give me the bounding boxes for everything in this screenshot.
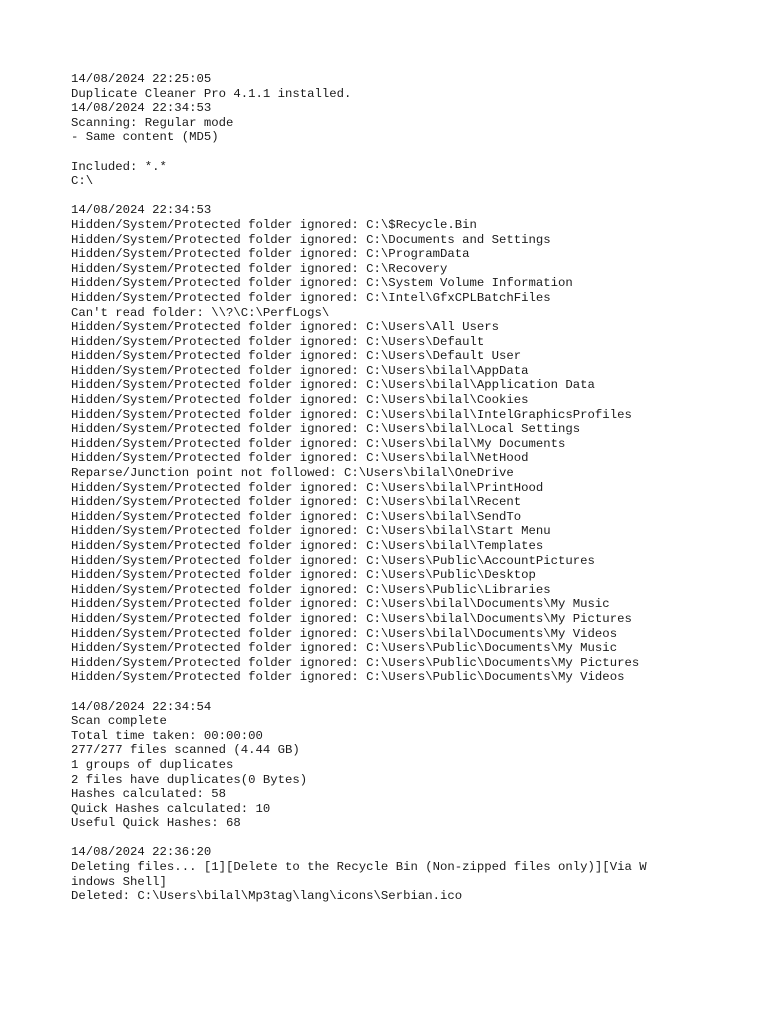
log-line: Hidden/System/Protected folder ignored: C:\Users\bilal\Recent: [71, 495, 522, 510]
log-line: Hidden/System/Protected folder ignored: C:\Users\bilal\Cookies: [71, 393, 529, 408]
log-document: [71, 72, 711, 918]
log-line: Deleting files... [1][Delete to the Recycle Bin (Non-zipped files only)][Via Windows Shell]: [71, 860, 647, 889]
log-line: 14/08/2024 22:34:54: [71, 699, 212, 714]
log-line: Deleted: C:\Users\bilal\Mp3tag\lang\icons\Serbian.ico: [71, 889, 463, 904]
log-line: Hidden/System/Protected folder ignored: C:\Users\Public\Libraries: [71, 582, 551, 597]
log-line: Hidden/System/Protected folder ignored: C:\Users\bilal\IntelGraphicsProfiles: [71, 407, 632, 422]
log-line: Hidden/System/Protected folder ignored: C:\Users\bilal\Templates: [71, 539, 544, 553]
log-line: 14/08/2024 22:34:53: [71, 101, 212, 116]
log-line: Hidden/System/Protected folder ignored: C:\Users\bilal\PrintHood: [71, 480, 544, 495]
log-block: [71, 845, 711, 903]
log-line: Hashes calculated: 58: [71, 787, 226, 802]
log-line: Quick Hashes calculated: 10: [71, 801, 271, 816]
log-line: Hidden/System/Protected folder ignored: C:\Users\Default: [71, 334, 485, 349]
log-line: Hidden/System/Protected folder ignored: C:\Users\Public\Documents\My Music: [71, 641, 618, 656]
log-line: Reparse/Junction point not followed: C:\Users\bilal\OneDrive: [71, 466, 514, 481]
log-line: Can't read folder: \\?\C:\PerfLogs\: [71, 305, 330, 320]
log-line: Hidden/System/Protected folder ignored: C:\Documents and Settings: [71, 232, 551, 247]
log-line: Hidden/System/Protected folder ignored: C:\Users\All Users: [71, 320, 500, 335]
log-line: Included: *.*: [71, 159, 167, 174]
log-line: Hidden/System/Protected folder ignored: C:\Intel\GfxCPLBatchFiles: [71, 290, 551, 305]
log-line: Hidden/System/Protected folder ignored: C:\Users\bilal\Start Menu: [71, 524, 551, 539]
log-line: Hidden/System/Protected folder ignored: C:\Users\Public\Desktop: [71, 568, 536, 583]
log-line: 2 files have duplicates(0 Bytes): [71, 772, 308, 787]
log-line: Hidden/System/Protected folder ignored: C:\Users\Default User: [71, 349, 522, 364]
log-line: Hidden/System/Protected folder ignored: C:\Recovery: [71, 261, 448, 276]
log-line: Scan complete: [71, 714, 167, 729]
log-line: Scanning: Regular mode: [71, 115, 234, 130]
log-line: Hidden/System/Protected folder ignored: C:\Users\bilal\SendTo: [71, 509, 522, 524]
log-line: 277/277 files scanned (4.44 GB): [71, 743, 300, 758]
log-line: Hidden/System/Protected folder ignored: C:\ProgramData: [71, 247, 470, 262]
log-block: [71, 160, 711, 189]
log-line: Useful Quick Hashes: 68: [71, 816, 241, 831]
log-line: Hidden/System/Protected folder ignored: C:\Users\bilal\My Documents: [71, 436, 566, 451]
log-line: Hidden/System/Protected folder ignored: C:\Users\bilal\NetHood: [71, 451, 529, 466]
log-line: Hidden/System/Protected folder ignored: C:\Users\bilal\Documents\My Pictures: [71, 611, 632, 626]
log-line: - Same content (MD5): [71, 130, 219, 145]
log-line: Hidden/System/Protected folder ignored: C:\Users\bilal\AppData: [71, 363, 529, 378]
log-line: Hidden/System/Protected folder ignored: C:\Users\bilal\Application Data: [71, 378, 595, 393]
log-line: 14/08/2024 22:36:20: [71, 845, 212, 860]
log-line: Hidden/System/Protected folder ignored: C:\Users\bilal\Local Settings: [71, 422, 581, 437]
log-line: Hidden/System/Protected folder ignored: C:\$Recycle.Bin: [71, 217, 477, 232]
log-line: 14/08/2024 22:25:05: [71, 72, 212, 86]
log-line: Duplicate Cleaner Pro 4.1.1 installed.: [71, 86, 352, 101]
log-line: Hidden/System/Protected folder ignored: C:\Users\Public\AccountPictures: [71, 553, 595, 568]
log-line: C:\: [71, 174, 94, 189]
log-line: Hidden/System/Protected folder ignored: C:\Users\bilal\Documents\My Music: [71, 597, 610, 612]
log-line: Hidden/System/Protected folder ignored: C:\Users\bilal\Documents\My Videos: [71, 626, 618, 641]
log-block: [71, 700, 711, 831]
log-line: 14/08/2024 22:34:53: [71, 203, 212, 218]
log-line: 1 groups of duplicates: [71, 757, 234, 772]
log-block: [71, 203, 711, 685]
log-line: Hidden/System/Protected folder ignored: C:\Users\Public\Documents\My Videos: [71, 670, 625, 685]
log-line: Hidden/System/Protected folder ignored: C:\System Volume Information: [71, 276, 573, 291]
log-line: Hidden/System/Protected folder ignored: C:\Users\Public\Documents\My Pictures: [71, 655, 640, 670]
log-block: [71, 72, 711, 145]
log-line: Total time taken: 00:00:00: [71, 728, 263, 743]
